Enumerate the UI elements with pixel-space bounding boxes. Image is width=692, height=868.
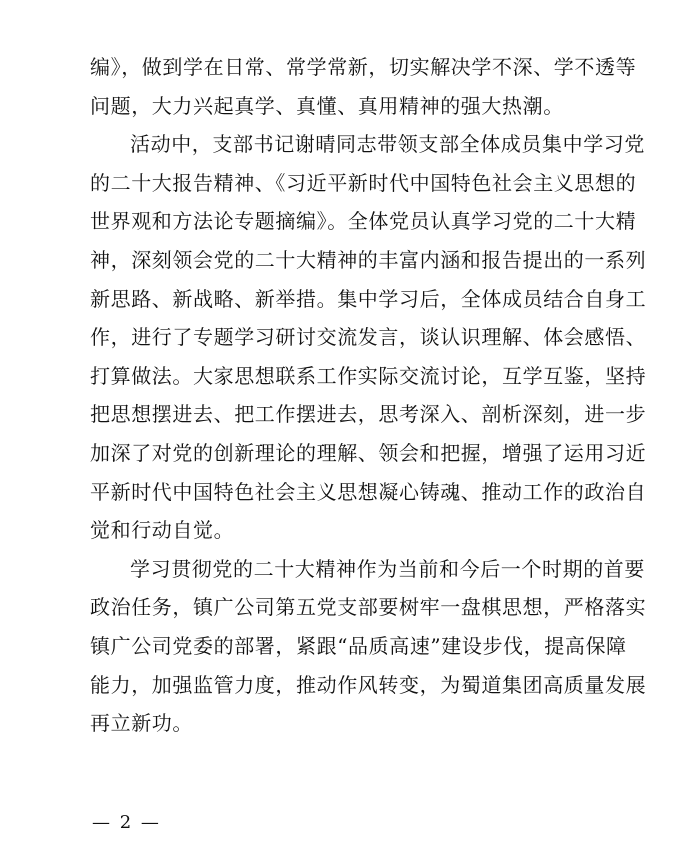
text-line: 镇广公司党委的部署，紧跟“品质高速”建设步伐，提高保障 [90,633,627,658]
text-line: 活动中，支部书记谢晴同志带领支部全体成员集中学习党 [130,132,645,157]
text-line: 平新时代中国特色社会主义思想凝心铸魂、推动工作的政治自 [90,479,647,504]
text-line: 能力，加强监管力度，推动作风转变，为蜀道集团高质量发展 [90,672,647,697]
page-number: — 2 — [92,812,161,833]
text-line: 的二十大报告精神、《习近平新时代中国特色社会主义思想的 [90,170,637,195]
body-text [90,48,647,743]
text-line: 作，进行了专题学习研讨交流发言，谈认识理解、体会感悟、 [90,325,647,350]
text-line: 编》，做到学在日常、常学常新，切实解决学不深、学不透等 [90,55,637,79]
text-line: 把思想摆进去、把工作摆进去，思考深入、剖析深刻，进一步 [90,402,647,427]
text-line: 问题，大力兴起真学、真懂、真用精神的强大热潮。 [90,93,564,118]
text-line: 加深了对党的创新理论的理解、领会和把握，增强了运用习近 [90,440,647,465]
text-line: 政治任务，镇广公司第五党支部要树牢一盘棋思想，严格落实 [90,595,647,620]
text-line: 再立新功。 [90,711,193,736]
paragraph-2 [90,125,647,550]
text-line: 觉和行动自觉。 [90,518,235,543]
text-line: 新思路、新战略、新举措。集中学习后，全体成员结合自身工 [90,286,647,311]
text-line: 学习贯彻党的二十大精神作为当前和今后一个时期的首要 [130,556,645,581]
text-line: 世界观和方法论专题摘编》。全体党员认真学习党的二十大精 [90,209,637,234]
text-line: 神，深刻领会党的二十大精神的丰富内涵和报告提出的一系列 [90,247,647,272]
paragraph-1 [90,48,637,125]
text-line: 打算做法。大家思想联系工作实际交流讨论，互学互鉴，坚持 [90,363,647,388]
paragraph-3 [90,550,647,743]
